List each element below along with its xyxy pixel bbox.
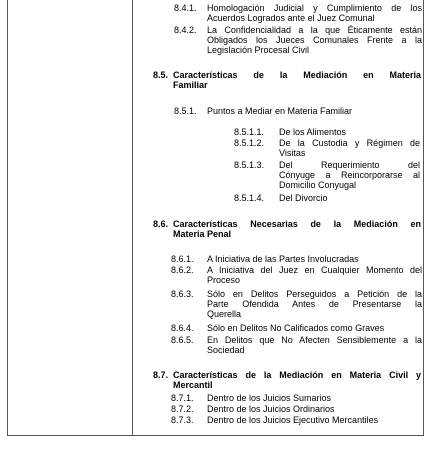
toc-number: 8.6.1. <box>171 254 194 264</box>
toc-number: 8.5.1. <box>174 106 197 116</box>
toc-line: Dentro de los Juicios Ejecutivo Mercantiles <box>207 415 379 425</box>
toc-line: Mercantil <box>173 380 213 390</box>
toc-line: Sociedad <box>207 345 245 355</box>
toc-line: Familiar <box>173 80 208 90</box>
toc-number: 8.5.1.4. <box>234 193 265 203</box>
toc-line: Parte Ofendida Antes de Presentarse la <box>207 299 422 309</box>
toc-number: 8.6.2. <box>171 265 194 275</box>
column-divider <box>132 0 133 436</box>
toc-number: 8.4.2. <box>174 25 197 35</box>
toc-line: Sólo en Delitos Perseguidos a Petición de la <box>207 289 422 299</box>
toc-number: 8.7.1. <box>171 393 194 403</box>
toc-number: 8.6.4. <box>171 323 194 333</box>
toc-number: 8.6.5. <box>171 335 194 345</box>
toc-line: Homologación Judicial y Cumplimiento de los <box>207 3 422 13</box>
toc-line: Querella <box>207 309 242 319</box>
toc-line: Dentro de los Juicios Ordinarios <box>207 404 335 414</box>
toc-line: De los Alimentos <box>279 127 347 137</box>
toc-line: En Delitos que No Afecten Sensiblemente a la <box>207 335 422 345</box>
toc-line: Domicilio Conyugal <box>279 180 357 190</box>
toc-line: Dentro de los Juicios Sumarios <box>207 393 332 403</box>
toc-line: Puntos a Mediar en Materia Familiar <box>207 106 353 116</box>
toc-line: Proceso <box>207 275 241 285</box>
toc-line: Características de la Mediación en Materia <box>173 70 421 80</box>
toc-line: Características de la Mediación en Materia Civil y <box>173 370 421 380</box>
toc-line: Acuerdos Logrados ante el Juez Comunal <box>207 13 375 23</box>
toc-number: 8.6. <box>153 219 169 229</box>
toc-line: A Iniciativa del Juez en Cualquier Momento del <box>207 265 422 275</box>
toc-line: Del Requerimiento del <box>279 160 420 170</box>
toc-line: Del Divorcio <box>279 193 328 203</box>
toc-line: Cónyuge a Reincorporarse al <box>279 170 420 180</box>
toc-line: Visitas <box>279 148 306 158</box>
toc-number: 8.5.1.1. <box>234 127 265 137</box>
toc-number: 8.5.1.2. <box>234 138 265 148</box>
toc-line: A Iniciativa de las Partes Involucradas <box>207 254 359 264</box>
toc-number: 8.5. <box>153 70 169 80</box>
toc-line: Legislación Procesal Civil <box>207 45 310 55</box>
toc-number: 8.7.3. <box>171 415 194 425</box>
toc-line: Características Necesarias de la Mediación en <box>173 219 421 229</box>
toc-line: La Confidencialidad a la que Éticamente están <box>207 25 422 35</box>
toc-number: 8.4.1. <box>174 3 197 13</box>
toc-number: 8.5.1.3. <box>234 160 265 170</box>
toc-line: Sólo en Delitos No Calificados como Graves <box>207 323 385 333</box>
toc-number: 8.6.3. <box>171 289 194 299</box>
toc-number: 8.7. <box>153 370 169 380</box>
toc-number: 8.7.2. <box>171 404 194 414</box>
toc-line: Obligados los Jueces Comunales Frente a la <box>207 35 422 45</box>
toc-line: De la Custodia y Régimen de <box>279 138 420 148</box>
toc-line: Materia Penal <box>173 229 232 239</box>
